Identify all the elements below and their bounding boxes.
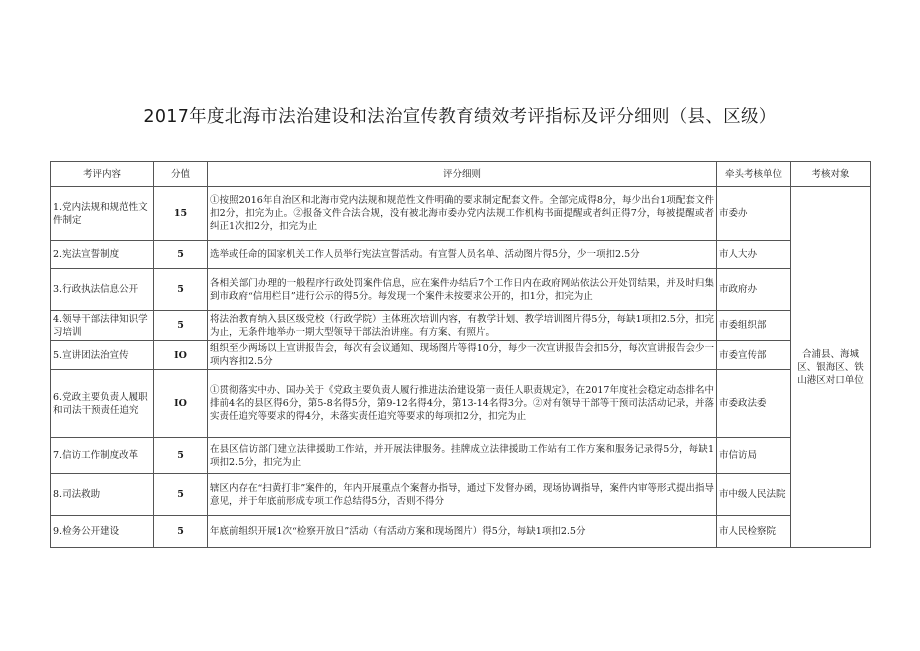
row-content: 7.信访工作制度改革 bbox=[51, 438, 154, 474]
header-score: 分值 bbox=[154, 162, 208, 187]
row-detail: 选举或任命的国家机关工作人员举行宪法宣誓活动。有宣誓人员名单、活动图片得5分，少一项扣2.5分 bbox=[208, 241, 717, 269]
row-content: 4.领导干部法律知识学习培训 bbox=[51, 311, 154, 341]
row-detail: 将法治教育纳入县区级党校（行政学院）主体班次培训内容，有教学计划、教学培训图片得5分，每缺1项扣2.5分，扣完为止，无条件地举办一期大型领导干部法治讲座。有方案、有照片。 bbox=[208, 311, 717, 341]
row-lead-unit: 市政府办 bbox=[717, 269, 791, 311]
header-content: 考评内容 bbox=[51, 162, 154, 187]
table-row bbox=[51, 187, 871, 241]
row-detail: 各相关部门办理的一般程序行政处罚案件信息，应在案件办结后7个工作日内在政府网站依法公开处罚结果，并及时归集到市政府“信用栏目”进行公示的得5分。每发现一个案件未按要求公开的，扣1分，扣完为止 bbox=[208, 269, 717, 311]
row-detail: ①按照2016年自治区和北海市党内法规和规范性文件明确的要求制定配套文件。全部完成得8分，每少出台1项配套文件扣2分，扣完为止。②报备文件合法合规，没有被北海市委办党内法规工作机构书面提醒或者纠正得7分，每被提醒或者纠正1次扣2分，扣完为止 bbox=[208, 187, 717, 241]
table-row bbox=[51, 474, 871, 516]
row-score: 5 bbox=[154, 516, 208, 548]
table-row bbox=[51, 341, 871, 370]
row-detail: 在县区信访部门建立法律援助工作站，并开展法律服务。挂牌成立法律援助工作站有工作方案和服务记录得5分，每缺1项扣2.5分，扣完为止 bbox=[208, 438, 717, 474]
header-detail: 评分细则 bbox=[208, 162, 717, 187]
row-score: IO bbox=[154, 341, 208, 370]
table-row bbox=[51, 370, 871, 438]
row-lead-unit: 市人民检察院 bbox=[717, 516, 791, 548]
header-lead: 牵头考核单位 bbox=[717, 162, 791, 187]
row-detail: 辖区内存在“扫黄打非”案件的，年内开展重点个案督办指导，通过下发督办函，现场协调指导，案件内审等形式提出指导意见，并于年底前形成专项工作总结得5分，否则不得分 bbox=[208, 474, 717, 516]
row-score: 5 bbox=[154, 241, 208, 269]
row-lead-unit: 市信访局 bbox=[717, 438, 791, 474]
row-detail: ①贯彻落实中办、国办关于《党政主要负责人履行推进法治建设第一责任人职责规定》，在2017年度社会稳定动态排名中排前4名的县区得6分，第5-8名得5分，第9-12名得4分，第13-14名得3分。②对有领导干部等干预司法活动记录，并落实责任追究等要求的得4分，未落实责任追究等要求的每项扣2分，扣完为止 bbox=[208, 370, 717, 438]
row-lead-unit: 市委办 bbox=[717, 187, 791, 241]
row-lead-unit: 市委组织部 bbox=[717, 311, 791, 341]
evaluation-table bbox=[50, 161, 871, 548]
row-score: 5 bbox=[154, 311, 208, 341]
table-row bbox=[51, 311, 871, 341]
row-score: 5 bbox=[154, 438, 208, 474]
table-header-row bbox=[51, 162, 871, 187]
row-detail: 年底前组织开展1次“检察开放日”活动（有活动方案和现场图片）得5分，每缺1项扣2.5分 bbox=[208, 516, 717, 548]
row-score: IO bbox=[154, 370, 208, 438]
row-content: 8.司法救助 bbox=[51, 474, 154, 516]
row-content: 5.宣讲团法治宣传 bbox=[51, 341, 154, 370]
row-content: 6.党政主要负责人履职和司法干预责任追究 bbox=[51, 370, 154, 438]
row-lead-unit: 市人大办 bbox=[717, 241, 791, 269]
table-row bbox=[51, 438, 871, 474]
row-detail: 组织至少两场以上宣讲报告会，每次有会议通知、现场图片等得10分，每少一次宣讲报告会扣5分，每次宣讲报告会少一项内容扣2.5分 bbox=[208, 341, 717, 370]
row-score: 5 bbox=[154, 474, 208, 516]
row-content: 1.党内法规和规范性文件制定 bbox=[51, 187, 154, 241]
target-cell: 合浦县、海城区、银海区、铁山港区对口单位 bbox=[791, 187, 871, 548]
row-lead-unit: 市中级人民法院 bbox=[717, 474, 791, 516]
page-title: 2017年度北海市法治建设和法治宣传教育绩效考评指标及评分细则（县、区级） bbox=[143, 107, 777, 127]
row-lead-unit: 市委宣传部 bbox=[717, 341, 791, 370]
row-content: 9.检务公开建设 bbox=[51, 516, 154, 548]
header-target: 考核对象 bbox=[791, 162, 871, 187]
row-score: 5 bbox=[154, 269, 208, 311]
row-lead-unit: 市委政法委 bbox=[717, 370, 791, 438]
row-content: 3.行政执法信息公开 bbox=[51, 269, 154, 311]
table-row bbox=[51, 269, 871, 311]
row-content: 2.宪法宣誓制度 bbox=[51, 241, 154, 269]
table-row bbox=[51, 516, 871, 548]
row-score: 15 bbox=[154, 187, 208, 241]
table-row bbox=[51, 241, 871, 269]
